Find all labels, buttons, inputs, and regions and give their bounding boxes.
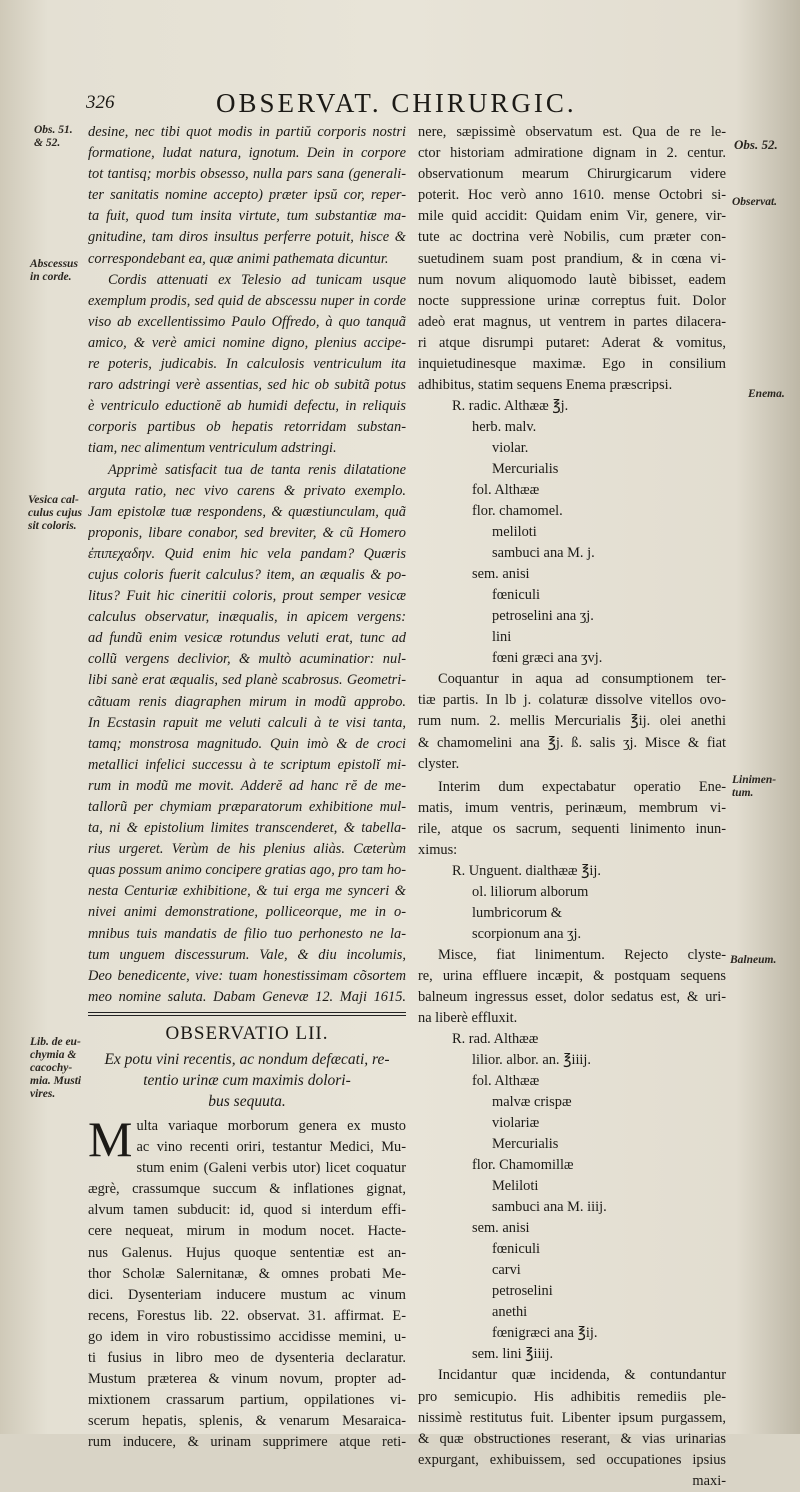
recipe-line: herb. malv.: [472, 419, 537, 436]
liniment-intro-paragraph: [418, 777, 726, 861]
recipe-line: R. Unguent. dialthææ ℥ij.: [452, 863, 602, 880]
text-line: tot tantisq; morbis obsesso, nulla pars sana (generali-: [88, 166, 406, 183]
text-line: recens, Forestus lib. 22. observat. 31. affirmat. E-: [88, 1307, 406, 1324]
recipe-line: sambuci ana M. j.: [492, 545, 595, 562]
text-line: Misce, fiat linimentum. Rejecto clyste-: [438, 947, 726, 964]
text-line: ti fusius in libro meo de dysenteria declaratur.: [88, 1349, 406, 1366]
text-line: tiam, nec alimentum ventriculum adstringi.: [88, 440, 337, 457]
text-line: num novum aliquomodo lautè bibisset, eadem: [418, 271, 726, 288]
liniment-recipe: [418, 861, 726, 945]
text-line: arguta ratio, nec vivo carens & privato exemplo.: [88, 482, 406, 499]
text-line: ad fundũ enim vesicæ rotundus veluti erat, tunc ad: [88, 630, 406, 647]
text-line: rum num. 2. mellis Mercurialis ℥ij. olei anethi: [418, 713, 726, 730]
recipe-line: violariæ: [492, 1115, 540, 1132]
letter-paragraph-1: [88, 122, 406, 270]
text-line: ta fuit, quod tum insita virtute, tum substantiæ ma-: [88, 208, 406, 225]
recipe-line: fœniculi: [492, 587, 540, 604]
text-line: libi sanè erat æqualis, sed planè scabrosus. Geometri-: [88, 672, 406, 689]
text-line: ximus:: [418, 841, 458, 858]
text-line: cere nequeat, mirum in modum nocet. Hacte-: [88, 1223, 406, 1240]
recipe-line: fœniculi: [492, 1241, 540, 1258]
margin-note-linimentum: Linimen- tum.: [732, 774, 777, 799]
recipe-line: sem. anisi: [472, 566, 530, 583]
text-line: ctor historiam admiratione dignam in 2. centur.: [418, 145, 726, 162]
text-line: matis, imum ventris, perinæum, membrum vi-: [418, 799, 726, 816]
text-line: clyster.: [418, 755, 460, 772]
recipe-line: petroselini: [492, 1283, 553, 1300]
recipe-line: Mercurialis: [492, 1136, 559, 1153]
text-line: amico, & verè amici nomine digno, plenius accipe-: [88, 334, 406, 351]
recipe-line: flor. chamomel.: [472, 503, 563, 520]
text-line: go idem in viro robustissimo accidisse memini, u-: [88, 1328, 406, 1345]
text-line: rum inducere, & urinam supprimere atque reti-: [88, 1434, 406, 1451]
text-line: ta, ni & epistolium limites transcenderet, & tabella-: [88, 820, 406, 837]
text-line: nivei animi demonstratione, polliceorque, me in o-: [88, 904, 406, 921]
text-line: tiæ partis. In lb j. colaturæ dissolve vitellos ovo-: [418, 692, 726, 709]
text-line: re, urina effluere incæpit, & postquam sequens: [418, 968, 726, 985]
text-line: quas possum animo concipere gratias ago, pro tam ho-: [88, 862, 406, 879]
recipe-line: Meliloti: [492, 1178, 539, 1195]
recipe-line: petroselini ana ʒj.: [492, 608, 594, 625]
text-line: collũ vergens declivior, & multò acuminatior: nul-: [88, 651, 406, 668]
text-line: nus Galenus. Hujus quoque sententiæ est an-: [88, 1244, 406, 1261]
margin-note-balneum: Balneum.: [730, 954, 777, 966]
text-line: Jam epistolæ tuæ respondens, & quæstiunculam, quã: [88, 503, 406, 520]
text-line: tallorũ per chymiam præparatorum exhibitione mul-: [88, 799, 406, 815]
liniment-result-paragraph: [418, 945, 726, 1029]
text-line: & quæ obstructiones reserant, & vias urinarias: [418, 1430, 726, 1447]
text-line: alvum tamen subducit: id, quod si interdum effi-: [88, 1202, 406, 1219]
text-line: ri atque disrumpi putaret: Aderat & vomitus,: [418, 334, 726, 351]
text-line: Mustum præterea & vinum novum, propter ad-: [88, 1371, 406, 1388]
letter-paragraph-3: [88, 460, 406, 1008]
recipe-line: flor. Chamomillæ: [472, 1157, 574, 1174]
text-line: cujus coloris fuerit calculus? item, an æqualis & po-: [88, 566, 406, 583]
recipe-line: sem. lini ℥iiij.: [472, 1346, 554, 1363]
text-line: & chamomelini ana ℥j. ß. salis ʒj. Misce & fiat: [418, 734, 726, 751]
recipe-line: R. radic. Althææ ℥j.: [452, 398, 569, 415]
recipe-line: malvæ crispæ: [492, 1094, 572, 1111]
text-line: correspondebant ea, quæ animi pathemata dicuntur.: [88, 250, 389, 267]
recipe-line: sem. anisi: [472, 1220, 530, 1237]
text-line: na liberè effluxit.: [418, 1010, 518, 1027]
text-line: inquietudinesque maximæ. Ego in consilium: [418, 356, 726, 373]
recipe-line: fœni græci ana ʒvj.: [492, 650, 603, 667]
text-line: ter sanitatis nomine accepto) præter ipsŭ cor, reper-: [88, 187, 406, 204]
text-line: tute ac doctrina verè Nobilis, cum præter con-: [418, 229, 726, 246]
recipe-line: carvi: [492, 1262, 521, 1279]
right-column: [418, 122, 726, 1492]
text-line: balneum ingressus esset, dolor sedatus est, & uri-: [418, 989, 726, 1006]
balneum-recipe: [418, 1029, 726, 1365]
margin-note-vesica: Vesica cal- culus cujus sit coloris.: [28, 494, 83, 532]
text-line: Apprimè satisfacit tua de tanta renis dilatatione: [108, 461, 406, 478]
recipe-line: fol. Althææ: [472, 1073, 540, 1090]
recipe-line: sambuci ana M. iiij.: [492, 1199, 607, 1216]
text-line: dici. Dysenteriam inducere mustum ac vinum: [88, 1286, 406, 1303]
text-line: metallici infelici successu à te scriptum epistolĭ mi-: [88, 756, 406, 773]
text-line: mile quid accidit: Quidam enim Vir, genere, vir-: [418, 208, 726, 225]
text-line: viso ab excellentissimo Paulo Offredo, à quo tanquã: [88, 313, 406, 330]
text-line: rius urgeret. Verùm de his plenius aliàs. Cæterùm: [88, 841, 406, 858]
text-line: corporis partibus ob hepatis retorridam substan-: [88, 419, 406, 436]
recipe-line: violar.: [492, 440, 529, 457]
text-line: rum in modũ me movit. Adderĕ ad hanc rĕ de me-: [88, 777, 406, 794]
text-line: Cordis attenuati ex Telesio ad tunicam usque: [108, 271, 406, 288]
text-line: Deo benedicente, vive: tuam honestissimam cõsortem: [88, 967, 406, 984]
text-line: adeò erat magnus, ut ventrem in partes dilacera-: [418, 313, 726, 330]
text-line: calculus observatur, inæqualis, in apicem vergens:: [88, 609, 406, 626]
margin-note-enema: Enema.: [748, 388, 785, 400]
text-line: ægrè, crassumque succum & inflationes gignat,: [88, 1181, 406, 1198]
recipe-line: fœnigræci ana ℥ij.: [492, 1325, 598, 1342]
margin-note-observat: Observat.: [732, 196, 778, 208]
text-line: litus? Fuit hic cineritii coloris, prout semper vesicæ: [88, 588, 406, 605]
text-line: mixtionem crassarum partium, oppilationes vi-: [88, 1392, 406, 1409]
text-line: mnibus tuis mandatis de filio tuo perhonesto ne la-: [88, 925, 406, 942]
text-line: poterit. Hoc verò anno 1610. mense Octobri si-: [418, 187, 726, 204]
text-line: stum enim (Galeni verbis utor) licet coquatur: [136, 1160, 406, 1177]
recipe-line: meliloti: [492, 524, 537, 541]
page-header: [86, 88, 726, 120]
text-line: formatione, ludat natura, ignotum. Dein in corpore: [88, 145, 406, 162]
text-line: è ventriculo eductionĕ ab humidi defectu, in reliquis: [88, 398, 406, 415]
text-line: tamq; monstrosa magnitudo. Quin imò & de croci: [88, 735, 406, 752]
left-column: [88, 122, 406, 1453]
text-line: cãtuam renis diagraphen mirum in modũ approbo.: [88, 693, 406, 710]
text-line: Incidantur quæ incidenda, & contundantur: [438, 1367, 726, 1384]
text-line: expurgant, exhibuissem, sed occupationes ipsius: [418, 1451, 726, 1468]
text-line: exemplum prodis, sed quid de abscessu nuper in corde: [88, 292, 406, 309]
enema-recipe: [418, 396, 726, 669]
recipe-line: ol. liliorum alborum: [472, 884, 589, 901]
text-line: Interim dum expectabatur operatio Ene-: [438, 778, 726, 795]
running-title: OBSERVAT. CHIRURGIC.: [216, 88, 577, 118]
margin-note-eucchymia: Lib. de eu- chymia & cacochy- mia. Musti vires.: [30, 1036, 82, 1100]
catchword: maxi-: [692, 1472, 726, 1489]
text-line: desine, nec tibi quot modis in partiŭ corporis nostri: [88, 124, 406, 140]
text-line: rile, atque os sacrum, sequenti linimento inun-: [418, 820, 726, 837]
closing-paragraph: [418, 1365, 726, 1492]
section-rule: [88, 1012, 406, 1016]
text-line: nocte suppressione urinæ correptus fuit. Dolor: [418, 292, 726, 309]
text-line: suetudinem suam post prandium, & in cœna vi-: [418, 250, 726, 267]
recipe-line: Mercurialis: [492, 461, 559, 478]
recipe-line: lumbricorum &: [472, 905, 562, 922]
recipe-line: lini: [492, 629, 512, 646]
observation-body: [88, 1110, 406, 1454]
recipe-line: lilior. albor. an. ℥iiij.: [472, 1052, 592, 1069]
margin-note-abscessus: Abscessus in corde.: [30, 258, 78, 283]
text-line: ἐπιπεχαδην. Quid enim hic vela pandam? Quæris: [88, 545, 406, 562]
text-line: meo nomine saluta. Dabam Genevæ 12. Maji 1615.: [88, 988, 406, 1005]
letter-paragraph-2: [88, 270, 406, 460]
text-line: tum unguem discessurum. Vale, & diu incolumis,: [88, 946, 406, 963]
recipe-line: fol. Althææ: [472, 482, 540, 499]
text-line: ulta variaque morborum genera ex musto: [136, 1117, 406, 1134]
text-line: raro adstringi verè assentias, sed hic ob subitã potus: [88, 377, 406, 394]
text-line: In Ecstasin rapuit me veluti calculi à te visi tanta,: [88, 714, 406, 731]
text-line: nesta Centuriæ exhibitione, & tui erga me synceri &: [88, 883, 406, 900]
text-line: ac vino recenti oriri, testantur Medici, Mu-: [136, 1139, 406, 1156]
text-line: proponis, libare conabor, sed breviter, & cũ Homero: [88, 524, 406, 541]
text-line: gnitudine, tam diros insultus perferre potuit, hisce &: [88, 229, 406, 246]
observation-subtitle: Ex potu vini recentis, ac nondum defæcati, re- tentio urinæ cum maximis dolori- bus sequuta.: [104, 1050, 390, 1110]
text-line: observationum mearum Chirurgicarum videre: [418, 166, 726, 183]
page-number: 326: [86, 92, 115, 113]
text-line: nere, sæpissimè observatum est. Qua de re le-: [418, 124, 726, 140]
margin-note-obs-ref: Obs. 51. & 52.: [34, 124, 73, 149]
text-line: adhibitus, statim sequens Enema præscripsi.: [418, 377, 673, 394]
text-line: pro semicupio. His adhibitis remediis ple-: [418, 1388, 726, 1405]
text-line: scerum hepatis, splenis, & venarum Mesaraica-: [88, 1413, 406, 1430]
text-line: re poteris, judicabis. In calculosis ventriculum ita: [88, 356, 406, 373]
case-paragraph: [418, 122, 726, 396]
recipe-line: anethi: [492, 1304, 528, 1321]
text-line: nissimè restitutus fuit. Libenter ipsum purgassem,: [418, 1409, 726, 1426]
text-line: thor Scholæ Salernitanæ, & omnes probati Me-: [88, 1265, 406, 1282]
observation-title: OBSERVATIO LII.: [165, 1022, 329, 1044]
text-line: Coquantur in aqua ad consumptionem ter-: [438, 671, 726, 688]
recipe-line: scorpionum ana ʒj.: [472, 926, 582, 943]
recipe-line: R. rad. Althææ: [452, 1031, 539, 1048]
margin-note-obs-52: Obs. 52.: [734, 137, 778, 152]
clyster-paragraph: [418, 669, 726, 774]
drop-cap: M: [88, 1110, 133, 1167]
